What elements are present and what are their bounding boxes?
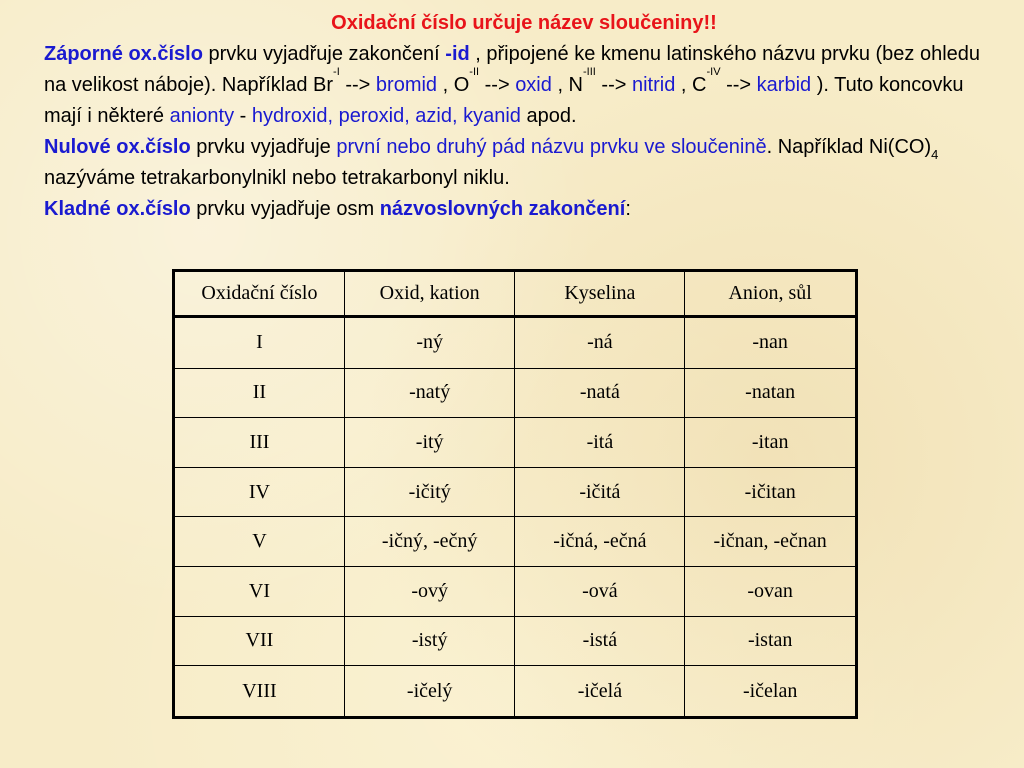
cell-oxide-suffix: -itý — [344, 418, 515, 468]
table-row — [174, 616, 857, 666]
text-run: , C — [675, 74, 707, 96]
anion-examples: hydroxid, peroxid, azid, kyanid — [251, 105, 521, 127]
example-oxid: oxid — [515, 74, 552, 96]
cell-anion-suffix: -ovan — [685, 567, 857, 617]
superscript-n: -III — [583, 66, 596, 78]
cell-oxidation-number: III — [174, 418, 345, 468]
cell-anion-suffix: -ičitan — [685, 467, 857, 517]
paragraph-zero — [44, 132, 1004, 194]
cell-anion-suffix: -natan — [685, 368, 857, 418]
table-row — [174, 418, 857, 468]
cell-oxide-suffix: -ný — [344, 317, 515, 369]
cell-anion-suffix: -ičnan, -ečnan — [685, 517, 857, 567]
example-bromid: bromid — [375, 74, 438, 96]
positive-oxidation-heading: Kladné ox.číslo — [44, 198, 191, 220]
text-run: - — [234, 105, 252, 127]
cell-oxide-suffix: -ičný, -ečný — [344, 517, 515, 567]
table-row — [174, 467, 857, 517]
table-row — [174, 517, 857, 567]
cell-oxidation-number: VII — [174, 616, 345, 666]
cell-acid-suffix: -ičelá — [515, 666, 685, 718]
table-header-row — [174, 271, 857, 317]
cell-oxide-suffix: -natý — [344, 368, 515, 418]
arrow-text: --> — [720, 74, 757, 96]
cell-acid-suffix: -natá — [515, 368, 685, 418]
zero-oxidation-heading: Nulové ox.číslo — [44, 136, 191, 158]
paragraph-negative — [44, 39, 1004, 132]
anionty-term: anionty — [169, 105, 235, 127]
cell-oxidation-number: VI — [174, 567, 345, 617]
text-run: prvku vyjadřuje — [190, 136, 337, 158]
cell-oxidation-number: I — [174, 317, 345, 369]
text-run: , připojené ke kmenu latinského názvu prvku (bez ohledu na velikost náboje). Například Br — [44, 43, 981, 96]
arrow-text: --> — [479, 74, 516, 96]
cell-oxide-suffix: -istý — [344, 616, 515, 666]
suffix-table — [172, 269, 858, 719]
cell-oxidation-number: V — [174, 517, 345, 567]
cell-anion-suffix: -nan — [685, 317, 857, 369]
cell-acid-suffix: -ová — [515, 567, 685, 617]
cell-anion-suffix: -ičelan — [685, 666, 857, 718]
text-run: prvku vyjadřuje zakončení — [202, 43, 446, 65]
text-run: prvku vyjadřuje osm — [190, 198, 380, 220]
text-run: : — [625, 198, 631, 220]
text-run: nazýváme tetrakarbonylnikl nebo tetrakarbonyl niklu. — [44, 167, 510, 189]
text-run: , N — [551, 74, 584, 96]
slide-title: Oxidační číslo určuje název sloučeniny!! — [331, 12, 717, 34]
superscript-br: -I — [333, 66, 340, 78]
example-nitrid: nitrid — [631, 74, 676, 96]
superscript-c: -IV — [706, 66, 721, 78]
header-oxide-cation: Oxid, kation — [344, 271, 515, 317]
header-oxidation-number: Oxidační číslo — [174, 271, 345, 317]
cell-oxidation-number: VIII — [174, 666, 345, 718]
text-run: , O — [437, 74, 470, 96]
positive-highlight: názvoslovných zakončení — [379, 198, 626, 220]
cell-acid-suffix: -istá — [515, 616, 685, 666]
slide-text — [44, 8, 1004, 225]
cell-anion-suffix: -istan — [685, 616, 857, 666]
suffix-id: -id — [445, 43, 470, 65]
text-run: ). Tuto koncovku mají i některé — [44, 74, 964, 127]
text-run: . Například Ni(CO) — [766, 136, 932, 158]
zero-highlight: první nebo druhý pád názvu prvku ve sloučenině — [336, 136, 767, 158]
cell-acid-suffix: -ičná, -ečná — [515, 517, 685, 567]
arrow-text: --> — [339, 74, 376, 96]
cell-oxide-suffix: -ičelý — [344, 666, 515, 718]
cell-acid-suffix: -itá — [515, 418, 685, 468]
cell-oxide-suffix: -ičitý — [344, 467, 515, 517]
cell-anion-suffix: -itan — [685, 418, 857, 468]
text-run: apod. — [520, 105, 577, 127]
cell-acid-suffix: -ičitá — [515, 467, 685, 517]
example-karbid: karbid — [756, 74, 812, 96]
paragraph-positive — [44, 194, 1004, 225]
header-acid: Kyselina — [515, 271, 685, 317]
subscript-4: 4 — [931, 147, 939, 162]
table-row — [174, 317, 857, 369]
cell-acid-suffix: -ná — [515, 317, 685, 369]
table-row — [174, 368, 857, 418]
header-anion-salt: Anion, sůl — [685, 271, 857, 317]
superscript-o: -II — [469, 66, 480, 78]
arrow-text: --> — [595, 74, 632, 96]
table-row — [174, 666, 857, 718]
negative-oxidation-heading: Záporné ox.číslo — [44, 43, 203, 65]
cell-oxide-suffix: -ový — [344, 567, 515, 617]
table-row — [174, 567, 857, 617]
cell-oxidation-number: II — [174, 368, 345, 418]
cell-oxidation-number: IV — [174, 467, 345, 517]
